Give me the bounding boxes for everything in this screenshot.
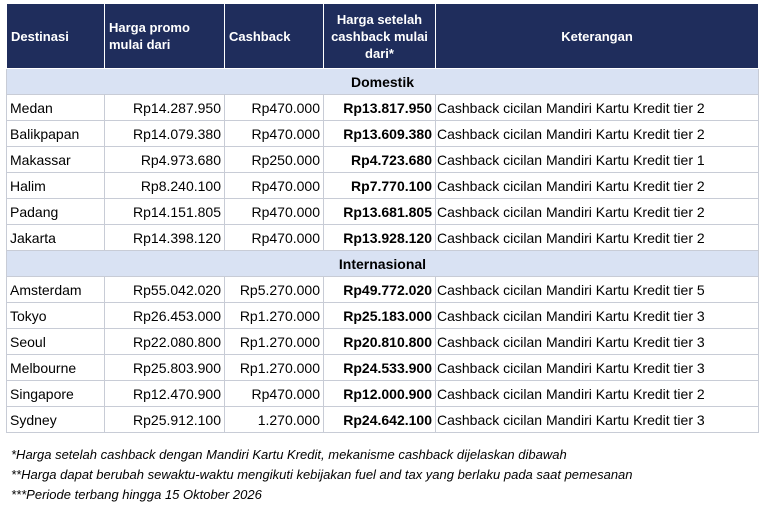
cell-cashback: Rp470.000: [225, 225, 324, 251]
cell-notes: Cashback cicilan Mandiri Kartu Kredit tier 3: [436, 355, 759, 381]
cell-destination: Balikpapan: [7, 121, 105, 147]
header-promo-price: Harga promo mulai dari: [105, 4, 225, 69]
cell-promo-price: Rp14.151.805: [105, 199, 225, 225]
cell-cashback: Rp470.000: [225, 381, 324, 407]
footnote-2: **Harga dapat berubah sewaktu-waktu mengikuti kebijakan fuel and tax yang berlaku pada saat pemesanan: [11, 467, 633, 482]
table-row: [7, 121, 759, 147]
cell-price-after-cashback: Rp24.533.900: [324, 355, 436, 381]
cell-promo-price: Rp14.079.380: [105, 121, 225, 147]
promo-price-table: [6, 3, 759, 433]
cell-notes: Cashback cicilan Mandiri Kartu Kredit tier 3: [436, 303, 759, 329]
cell-cashback: Rp1.270.000: [225, 355, 324, 381]
cell-promo-price: Rp14.287.950: [105, 95, 225, 121]
cell-promo-price: Rp4.973.680: [105, 147, 225, 173]
table-row: [7, 173, 759, 199]
cell-promo-price: Rp8.240.100: [105, 173, 225, 199]
table-row: [7, 329, 759, 355]
table-header-row: [7, 4, 759, 69]
cell-price-after-cashback: Rp13.609.380: [324, 121, 436, 147]
cell-cashback: 1.270.000: [225, 407, 324, 433]
cell-notes: Cashback cicilan Mandiri Kartu Kredit tier 3: [436, 329, 759, 355]
cell-notes: Cashback cicilan Mandiri Kartu Kredit tier 2: [436, 225, 759, 251]
cell-notes: Cashback cicilan Mandiri Kartu Kredit tier 3: [436, 407, 759, 433]
cell-cashback: Rp1.270.000: [225, 329, 324, 355]
table-body: [7, 69, 759, 433]
cell-promo-price: Rp14.398.120: [105, 225, 225, 251]
cell-promo-price: Rp26.453.000: [105, 303, 225, 329]
cell-price-after-cashback: Rp13.928.120: [324, 225, 436, 251]
cell-notes: Cashback cicilan Mandiri Kartu Kredit tier 2: [436, 173, 759, 199]
cell-notes: Cashback cicilan Mandiri Kartu Kredit tier 2: [436, 121, 759, 147]
cell-promo-price: Rp22.080.800: [105, 329, 225, 355]
cell-price-after-cashback: Rp13.817.950: [324, 95, 436, 121]
section-row: [7, 251, 759, 277]
header-price-after-cashback: Harga setelah cashback mulai dari*: [324, 4, 436, 69]
cell-destination: Tokyo: [7, 303, 105, 329]
cell-cashback: Rp5.270.000: [225, 277, 324, 303]
table-row: [7, 225, 759, 251]
table-row: [7, 355, 759, 381]
cell-price-after-cashback: Rp12.000.900: [324, 381, 436, 407]
cell-destination: Melbourne: [7, 355, 105, 381]
cell-notes: Cashback cicilan Mandiri Kartu Kredit tier 1: [436, 147, 759, 173]
cell-promo-price: Rp25.912.100: [105, 407, 225, 433]
cell-destination: Padang: [7, 199, 105, 225]
header-cashback: Cashback: [225, 4, 324, 69]
cell-destination: Medan: [7, 95, 105, 121]
cell-cashback: Rp470.000: [225, 199, 324, 225]
cell-notes: Cashback cicilan Mandiri Kartu Kredit tier 2: [436, 199, 759, 225]
cell-price-after-cashback: Rp24.642.100: [324, 407, 436, 433]
section-title: Internasional: [7, 251, 759, 277]
footnote-3: ***Periode terbang hingga 15 Oktober 2026: [11, 487, 262, 502]
cell-promo-price: Rp25.803.900: [105, 355, 225, 381]
cell-cashback: Rp470.000: [225, 173, 324, 199]
cell-price-after-cashback: Rp4.723.680: [324, 147, 436, 173]
cell-cashback: Rp470.000: [225, 95, 324, 121]
table-row: [7, 147, 759, 173]
cell-destination: Halim: [7, 173, 105, 199]
cell-destination: Jakarta: [7, 225, 105, 251]
cell-price-after-cashback: Rp49.772.020: [324, 277, 436, 303]
cell-destination: Makassar: [7, 147, 105, 173]
cell-price-after-cashback: Rp13.681.805: [324, 199, 436, 225]
table-row: [7, 381, 759, 407]
table-row: [7, 407, 759, 433]
cell-destination: Amsterdam: [7, 277, 105, 303]
cell-destination: Sydney: [7, 407, 105, 433]
section-row: [7, 69, 759, 95]
table-row: [7, 303, 759, 329]
cell-destination: Seoul: [7, 329, 105, 355]
cell-cashback: Rp250.000: [225, 147, 324, 173]
footnote-1: *Harga setelah cashback dengan Mandiri Kartu Kredit, mekanisme cashback dijelaskan dibawah: [11, 447, 567, 462]
cell-cashback: Rp1.270.000: [225, 303, 324, 329]
table-row: [7, 199, 759, 225]
cell-price-after-cashback: Rp25.183.000: [324, 303, 436, 329]
table-row: [7, 277, 759, 303]
cell-promo-price: Rp55.042.020: [105, 277, 225, 303]
table-row: [7, 95, 759, 121]
section-title: Domestik: [7, 69, 759, 95]
cell-notes: Cashback cicilan Mandiri Kartu Kredit tier 2: [436, 95, 759, 121]
cell-price-after-cashback: Rp20.810.800: [324, 329, 436, 355]
cell-notes: Cashback cicilan Mandiri Kartu Kredit tier 2: [436, 381, 759, 407]
cell-price-after-cashback: Rp7.770.100: [324, 173, 436, 199]
header-notes: Keterangan: [436, 4, 759, 69]
header-destination: Destinasi: [7, 4, 105, 69]
cell-destination: Singapore: [7, 381, 105, 407]
cell-cashback: Rp470.000: [225, 121, 324, 147]
cell-notes: Cashback cicilan Mandiri Kartu Kredit tier 5: [436, 277, 759, 303]
cell-promo-price: Rp12.470.900: [105, 381, 225, 407]
